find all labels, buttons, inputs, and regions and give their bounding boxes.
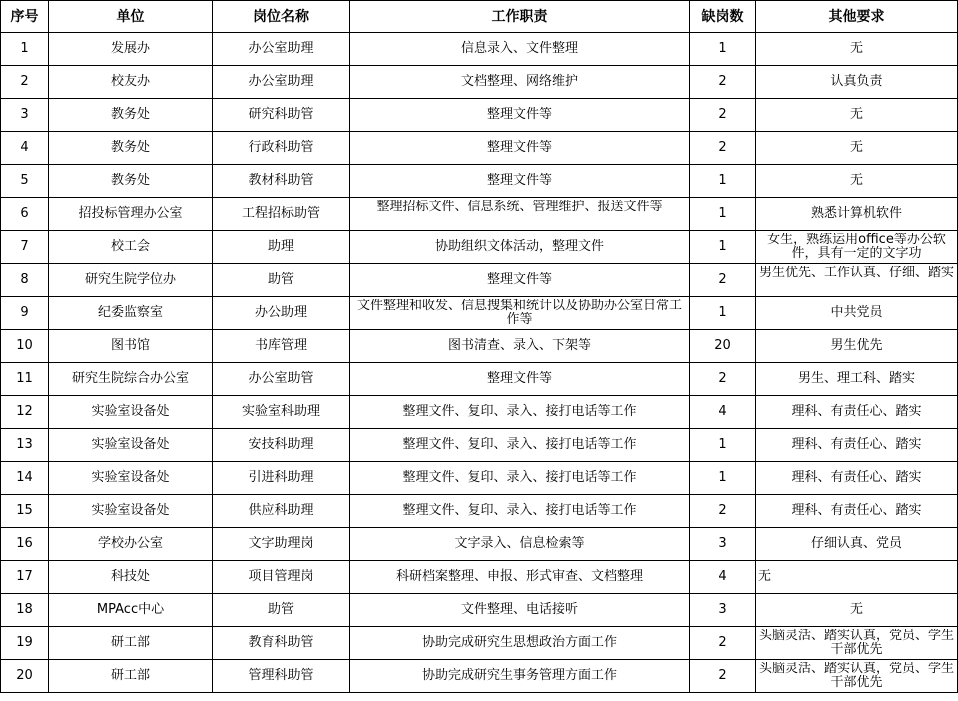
cell-no: 14 — [1, 462, 49, 495]
cell-duty: 整理文件、复印、录入、接打电话等工作 — [350, 429, 690, 462]
cell-position: 办公室助理 — [213, 33, 350, 66]
cell-position: 研究科助管 — [213, 99, 350, 132]
cell-duty: 信息录入、文件整理 — [350, 33, 690, 66]
cell-requirements-text: 女生，熟练运用office等办公软件，具有一定的文字功 — [767, 233, 946, 261]
cell-requirements: 仔细认真、党员 — [756, 528, 958, 561]
cell-position: 引进科助理 — [213, 462, 350, 495]
cell-count: 2 — [690, 132, 756, 165]
cell-no: 2 — [1, 66, 49, 99]
table-row — [1, 33, 958, 66]
header-row — [1, 1, 958, 33]
table-row — [1, 660, 958, 693]
header-position: 岗位名称 — [213, 1, 350, 33]
cell-no: 11 — [1, 363, 49, 396]
table-row — [1, 561, 958, 594]
cell-unit: 科技处 — [49, 561, 213, 594]
cell-requirements — [756, 660, 958, 693]
cell-unit: 实验室设备处 — [49, 495, 213, 528]
cell-count: 2 — [690, 660, 756, 693]
cell-count: 2 — [690, 66, 756, 99]
table-row — [1, 231, 958, 264]
cell-position: 办公室助管 — [213, 363, 350, 396]
cell-position: 办公室助理 — [213, 66, 350, 99]
cell-count: 1 — [690, 462, 756, 495]
cell-position: 助管 — [213, 264, 350, 297]
cell-duty: 整理文件等 — [350, 99, 690, 132]
cell-requirements: 理科、有责任心、踏实 — [756, 396, 958, 429]
cell-no: 3 — [1, 99, 49, 132]
cell-count: 1 — [690, 165, 756, 198]
cell-no: 18 — [1, 594, 49, 627]
cell-duty-text: 整理招标文件、信息系统、管理维护、报送文件等 — [376, 200, 663, 214]
cell-duty: 整理文件、复印、录入、接打电话等工作 — [350, 462, 690, 495]
cell-duty: 协助完成研究生事务管理方面工作 — [350, 660, 690, 693]
cell-requirements: 无 — [756, 99, 958, 132]
cell-count: 2 — [690, 363, 756, 396]
cell-position: 实验室科助理 — [213, 396, 350, 429]
cell-unit: 教务处 — [49, 132, 213, 165]
cell-position: 书库管理 — [213, 330, 350, 363]
cell-unit: 图书馆 — [49, 330, 213, 363]
table-row — [1, 495, 958, 528]
cell-requirements: 无 — [756, 165, 958, 198]
cell-requirements: 理科、有责任心、踏实 — [756, 462, 958, 495]
cell-unit: 校工会 — [49, 231, 213, 264]
cell-no: 10 — [1, 330, 49, 363]
cell-no: 1 — [1, 33, 49, 66]
cell-no: 8 — [1, 264, 49, 297]
table-row — [1, 462, 958, 495]
cell-requirements: 熟悉计算机软件 — [756, 198, 958, 231]
header-requirements: 其他要求 — [756, 1, 958, 33]
cell-no: 7 — [1, 231, 49, 264]
cell-duty: 整理文件、复印、录入、接打电话等工作 — [350, 396, 690, 429]
cell-requirements — [756, 231, 958, 264]
table-row — [1, 165, 958, 198]
cell-duty: 整理文件等 — [350, 165, 690, 198]
table-row — [1, 297, 958, 330]
cell-no: 20 — [1, 660, 49, 693]
cell-duty — [350, 198, 690, 231]
cell-no: 15 — [1, 495, 49, 528]
cell-duty: 协助完成研究生思想政治方面工作 — [350, 627, 690, 660]
cell-no: 9 — [1, 297, 49, 330]
cell-unit: 实验室设备处 — [49, 462, 213, 495]
cell-unit: 招投标管理办公室 — [49, 198, 213, 231]
table-row — [1, 363, 958, 396]
cell-requirements: 无 — [756, 561, 958, 594]
cell-no: 13 — [1, 429, 49, 462]
cell-position: 助理 — [213, 231, 350, 264]
cell-position: 办公助理 — [213, 297, 350, 330]
table-row — [1, 330, 958, 363]
header-no: 序号 — [1, 1, 49, 33]
cell-count: 4 — [690, 561, 756, 594]
cell-requirements: 理科、有责任心、踏实 — [756, 429, 958, 462]
cell-unit: 学校办公室 — [49, 528, 213, 561]
header-count: 缺岗数 — [690, 1, 756, 33]
cell-position: 管理科助管 — [213, 660, 350, 693]
cell-count: 3 — [690, 594, 756, 627]
table-row — [1, 627, 958, 660]
table-row — [1, 198, 958, 231]
cell-count: 2 — [690, 264, 756, 297]
cell-unit: 实验室设备处 — [49, 396, 213, 429]
cell-requirements: 认真负责 — [756, 66, 958, 99]
cell-position: 安技科助理 — [213, 429, 350, 462]
cell-count: 4 — [690, 396, 756, 429]
cell-requirements-text: 头脑灵活、踏实认真，党员、学生干部优先 — [758, 662, 954, 690]
cell-position: 教材科助管 — [213, 165, 350, 198]
cell-duty: 整理文件等 — [350, 132, 690, 165]
cell-unit: 教务处 — [49, 99, 213, 132]
cell-count: 1 — [690, 297, 756, 330]
cell-count: 1 — [690, 33, 756, 66]
cell-requirements: 无 — [756, 132, 958, 165]
cell-count: 1 — [690, 198, 756, 231]
cell-position: 文字助理岗 — [213, 528, 350, 561]
cell-requirements-text: 头脑灵活、踏实认真，党员、学生干部优先 — [758, 629, 954, 657]
header-unit: 单位 — [49, 1, 213, 33]
cell-requirements — [756, 627, 958, 660]
cell-unit: 研究生院学位办 — [49, 264, 213, 297]
cell-no: 4 — [1, 132, 49, 165]
table-row — [1, 429, 958, 462]
cell-no: 17 — [1, 561, 49, 594]
cell-no: 19 — [1, 627, 49, 660]
cell-no: 16 — [1, 528, 49, 561]
table-row — [1, 396, 958, 429]
cell-unit: 发展办 — [49, 33, 213, 66]
cell-count: 1 — [690, 429, 756, 462]
cell-duty — [350, 297, 690, 330]
cell-position: 项目管理岗 — [213, 561, 350, 594]
cell-requirements: 无 — [756, 33, 958, 66]
cell-no: 12 — [1, 396, 49, 429]
cell-unit: 研究生院综合办公室 — [49, 363, 213, 396]
cell-requirements: 中共党员 — [756, 297, 958, 330]
table-row — [1, 132, 958, 165]
cell-requirements: 理科、有责任心、踏实 — [756, 495, 958, 528]
table-row — [1, 528, 958, 561]
table-row — [1, 66, 958, 99]
cell-duty: 整理文件等 — [350, 264, 690, 297]
table-body — [1, 33, 958, 693]
cell-position: 助管 — [213, 594, 350, 627]
cell-count: 20 — [690, 330, 756, 363]
cell-count: 3 — [690, 528, 756, 561]
table-row — [1, 99, 958, 132]
cell-duty: 文件整理、电话接听 — [350, 594, 690, 627]
cell-unit: 纪委监察室 — [49, 297, 213, 330]
cell-unit: 教务处 — [49, 165, 213, 198]
cell-duty: 整理文件等 — [350, 363, 690, 396]
cell-requirements: 男生、理工科、踏实 — [756, 363, 958, 396]
header-duty: 工作职责 — [350, 1, 690, 33]
cell-position: 教育科助管 — [213, 627, 350, 660]
table-row — [1, 264, 958, 297]
cell-requirements: 男生优先 — [756, 330, 958, 363]
table-row — [1, 594, 958, 627]
cell-position: 工程招标助管 — [213, 198, 350, 231]
cell-duty-text: 文件整理和收发、信息搜集和统计以及协助办公室日常工作等 — [356, 299, 682, 327]
cell-count: 1 — [690, 231, 756, 264]
cell-count: 2 — [690, 99, 756, 132]
cell-position: 行政科助管 — [213, 132, 350, 165]
cell-unit: 研工部 — [49, 627, 213, 660]
cell-requirements: 无 — [756, 594, 958, 627]
cell-no: 6 — [1, 198, 49, 231]
cell-unit: MPAcc中心 — [49, 594, 213, 627]
cell-duty: 科研档案整理、申报、形式审查、文档整理 — [350, 561, 690, 594]
cell-duty: 文档整理、网络维护 — [350, 66, 690, 99]
cell-count: 2 — [690, 495, 756, 528]
cell-unit: 实验室设备处 — [49, 429, 213, 462]
cell-unit: 研工部 — [49, 660, 213, 693]
cell-requirements-text: 男生优先、工作认真、仔细、踏实 — [758, 266, 954, 280]
cell-unit: 校友办 — [49, 66, 213, 99]
cell-position: 供应科助理 — [213, 495, 350, 528]
cell-duty: 图书清查、录入、下架等 — [350, 330, 690, 363]
cell-no: 5 — [1, 165, 49, 198]
cell-count: 2 — [690, 627, 756, 660]
cell-duty: 整理文件、复印、录入、接打电话等工作 — [350, 495, 690, 528]
cell-duty: 协助组织文体活动，整理文件 — [350, 231, 690, 264]
cell-requirements — [756, 264, 958, 297]
cell-duty: 文字录入、信息检索等 — [350, 528, 690, 561]
